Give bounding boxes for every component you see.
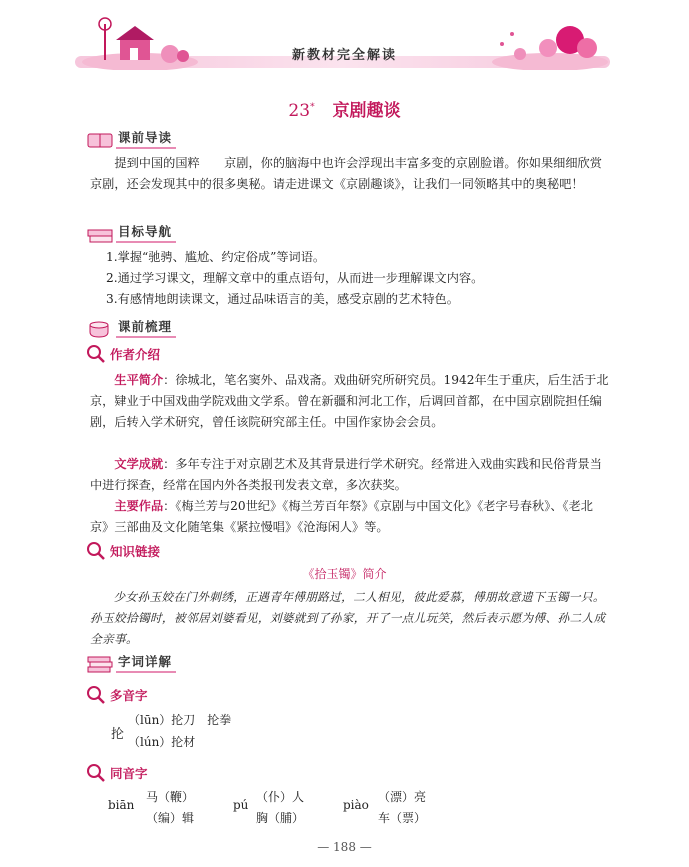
page-number-value: 188 <box>333 840 356 854</box>
achievement-text: ：多年专注于对京剧艺术及其背景进行学术研究。经常进入戏曲实践和民俗背景当中进行探查，经常在国内外各类报刊发表文章，多次获奖。 <box>90 457 602 492</box>
book-icon <box>86 129 116 149</box>
section-review-heading <box>86 317 176 338</box>
preview-paragraph: 提到中国的国粹 京剧，你的脑海中也许会浮现出丰富多变的京剧脸谱。你如果细细欣赏京剧，还会发现其中的很多奥秘。请走进课文《京剧趣谈》，让我们一同领略其中的奥秘吧！ <box>90 156 602 191</box>
polyphone-reading: （lūn）抡刀 抡拳 <box>128 713 232 727</box>
story-title: 《拾玉镯》简介 <box>302 567 387 581</box>
section-goals-heading <box>86 222 176 243</box>
homophone-label: 同音字 <box>110 766 148 781</box>
author-achievement <box>90 454 610 496</box>
polyphone-label: 多音字 <box>110 688 148 703</box>
section-words-heading <box>86 652 176 673</box>
knowledge-subheading <box>86 541 160 561</box>
book-series-title: 新教材完全解读 <box>291 48 397 63</box>
section-words-label: 字词详解 <box>116 652 176 673</box>
author-works <box>90 496 610 538</box>
magnifier-icon <box>86 685 106 705</box>
section-goals-label: 目标导航 <box>116 222 176 243</box>
page-number: — 188 — <box>317 840 372 854</box>
knowledge-label: 知识链接 <box>110 544 161 559</box>
homophone-subheading <box>86 763 148 783</box>
homophone-word: 胸（脯） <box>256 811 305 825</box>
magnifier-icon <box>86 344 106 364</box>
books-icon <box>86 653 116 673</box>
homophone-word: （编）辑 <box>146 811 195 825</box>
lesson-number: 23* <box>288 101 315 121</box>
bio-text: ：徐城北，笔名窦外、品戏斋。戏曲研究所研究员。1942年生于重庆，后生活于北京，肄业于中国戏曲学院戏曲文学系。曾在新疆和河北工作，后调回首都，在中国京剧院担任编剧，后转入学术研究，曾任该院研究部主任。中国作家协会会员。 <box>90 373 609 429</box>
books-icon <box>86 223 116 243</box>
section-review-label: 课前梳理 <box>116 317 176 338</box>
goal-item: 2.通过学习课文，理解文章中的重点语句，从而进一步理解课文内容。 <box>106 271 484 285</box>
lesson-title: 京剧趣谈 <box>332 101 401 121</box>
magnifier-icon <box>86 541 106 561</box>
homophone-word: 马（鞭） <box>146 790 195 804</box>
homophone-pinyin: piào <box>343 798 369 812</box>
cup-icon <box>86 318 116 338</box>
author-bio <box>90 370 610 433</box>
section-preview-label: 课前导读 <box>116 128 176 149</box>
homophone-word: （仆）人 <box>256 790 305 804</box>
goal-item: 1.掌握“驰骋、尴尬、约定俗成”等词语。 <box>106 250 326 264</box>
homophone-pinyin: pú <box>233 798 249 812</box>
polyphone-subheading <box>86 685 148 705</box>
homophone-pinyin: biān <box>108 798 135 812</box>
homophone-word: 车（票） <box>378 811 427 825</box>
homophone-word: （漂）亮 <box>378 790 427 804</box>
bio-keyword: 生平简介 <box>114 373 164 387</box>
author-subheading <box>86 344 160 364</box>
polyphone-char: 抡 <box>111 727 125 742</box>
lesson-title-block <box>0 96 689 121</box>
author-label: 作者介绍 <box>110 347 161 362</box>
works-text: ：《梅兰芳与20世纪》《梅兰芳百年祭》《京剧与中国文化》《老字号春秋》、《老北京》三部曲及文化随笔集《紧拉慢唱》《沧海闲人》等。 <box>90 499 593 534</box>
section-preview-heading <box>86 128 176 149</box>
goal-item: 3.有感情地朗读课文，通过品味语言的美，感受京剧的艺术特色。 <box>106 292 459 306</box>
polyphone-reading: （lún）抡材 <box>128 735 196 749</box>
works-keyword: 主要作品 <box>114 499 164 513</box>
magnifier-icon <box>86 763 106 783</box>
achievement-keyword: 文学成就 <box>114 457 164 471</box>
story-text: 少女孙玉姣在门外刺绣，正遇青年傅朋路过，二人相见，彼此爱慕，傅朋故意遗下玉镯一只。孙玉姣拾镯时，被邻居刘婆看见，刘婆就到了孙家，开了一点儿玩笑，然后表示愿为傅、孙二人成全亲事。 <box>90 590 606 646</box>
